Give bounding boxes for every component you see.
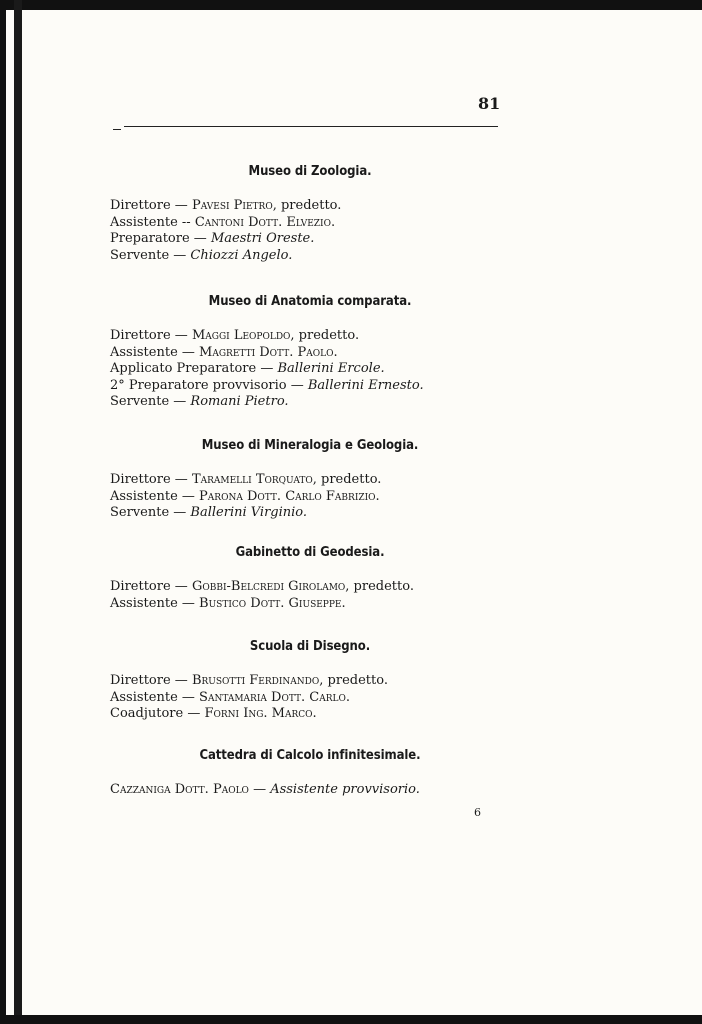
section-museo-zoologia bbox=[110, 162, 510, 264]
staff-entry: Assistente — Bustico Dott. Giuseppe. bbox=[110, 595, 346, 611]
section-museo-mineralogia bbox=[110, 436, 510, 522]
staff-entry: Servente — Chiozzi Angelo. bbox=[110, 247, 293, 263]
signature-mark: 6 bbox=[474, 806, 481, 819]
section-heading: Museo di Zoologia. bbox=[248, 164, 372, 179]
staff-entry: Servente — Ballerini Virginio. bbox=[110, 505, 308, 520]
staff-entry: Direttore — Pavesi Pietro, predetto. bbox=[110, 198, 342, 213]
scan-border-bottom bbox=[0, 1015, 702, 1024]
staff-entry: Servente — Romani Pietro. bbox=[110, 394, 289, 409]
staff-entry: 2° Preparatore provvisorio — Ballerini Ernesto. bbox=[110, 377, 424, 393]
header-rule-dash bbox=[113, 129, 121, 130]
section-museo-anatomia bbox=[110, 292, 510, 411]
section-heading: Scuola di Disegno. bbox=[249, 639, 371, 654]
section-heading: Cattedra di Calcolo infinitesimale. bbox=[199, 748, 421, 763]
staff-entry: Direttore — Taramelli Torquato, predetto. bbox=[110, 472, 382, 487]
section-cattedra-calcolo bbox=[110, 746, 510, 799]
staff-entry: Assistente -- Cantoni Dott. Elvezio. bbox=[110, 214, 336, 230]
staff-entry: Direttore — Brusotti Ferdinando, predetto. bbox=[110, 673, 388, 688]
staff-entry: Preparatore — Maestri Oreste. bbox=[110, 231, 315, 246]
section-scuola-disegno bbox=[110, 637, 510, 723]
page-number: 81 bbox=[478, 94, 501, 113]
section-heading: Museo di Mineralogia e Geologia. bbox=[201, 438, 419, 453]
page-gutter-shadow bbox=[14, 0, 22, 1024]
staff-entry: Assistente — Magretti Dott. Paolo. bbox=[110, 344, 338, 360]
scan-border-left bbox=[0, 0, 6, 1024]
section-heading: Gabinetto di Geodesia. bbox=[235, 545, 385, 560]
section-heading: Museo di Anatomia comparata. bbox=[208, 294, 412, 309]
staff-entry: Direttore — Maggi Leopoldo, predetto. bbox=[110, 328, 360, 343]
staff-entry: Direttore — Gobbi-Belcredi Girolamo, predetto. bbox=[110, 579, 414, 594]
scan-border-top bbox=[0, 0, 702, 10]
section-gabinetto-geodesia bbox=[110, 543, 510, 612]
staff-entry: Applicato Preparatore — Ballerini Ercole. bbox=[110, 361, 385, 376]
staff-entry: Assistente — Santamaria Dott. Carlo. bbox=[110, 689, 350, 705]
staff-entry: Coadjutore — Forni Ing. Marco. bbox=[110, 706, 317, 721]
staff-entry: Assistente — Parona Dott. Carlo Fabrizio. bbox=[110, 488, 380, 504]
staff-entry: Cazzaniga Dott. Paolo — Assistente provvisorio. bbox=[110, 782, 420, 797]
header-rule bbox=[124, 126, 498, 127]
